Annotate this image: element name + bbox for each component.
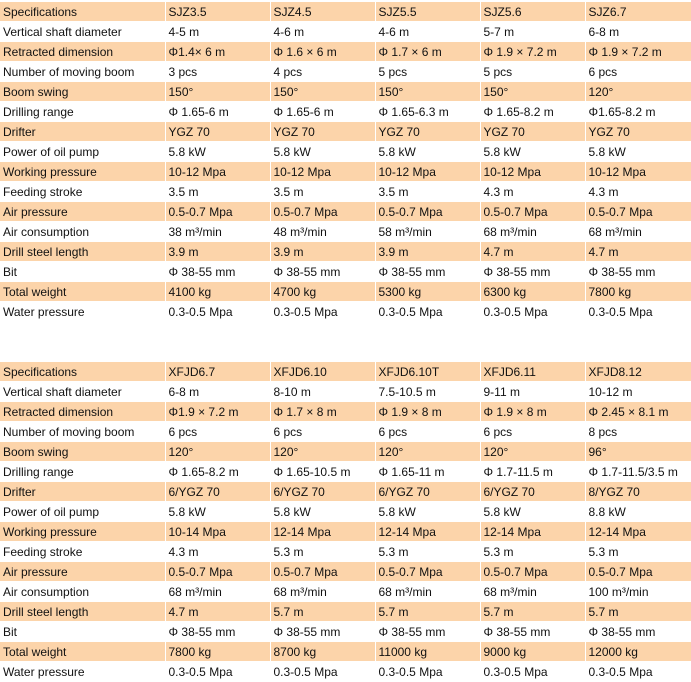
spec-value-cell: Φ 1.65-8.2 m	[480, 102, 585, 122]
table-row	[0, 622, 691, 642]
spec-value-cell: 11000 kg	[375, 642, 480, 662]
spec-value-cell: Φ 38-55 mm	[375, 622, 480, 642]
spec-value-cell: 5-7 m	[480, 22, 585, 42]
spec-value-cell: 6/YGZ 70	[480, 482, 585, 502]
spec-label-cell: Water pressure	[0, 662, 165, 682]
spec-value-cell: 4-5 m	[165, 22, 270, 42]
spec-value-cell: 68 m³/min	[375, 582, 480, 602]
spec-value-cell: YGZ 70	[480, 122, 585, 142]
spec-value-cell: 3.5 m	[270, 182, 375, 202]
spec-value-cell: 5.8 kW	[375, 142, 480, 162]
spec-value-cell: YGZ 70	[270, 122, 375, 142]
spec-value-cell: 4.7 m	[480, 242, 585, 262]
spec-value-cell: Φ 1.7 × 6 m	[375, 42, 480, 62]
spec-value-cell: 5.8 kW	[270, 502, 375, 522]
spec-value-cell: 12-14 Mpa	[270, 522, 375, 542]
table-row	[0, 422, 691, 442]
spec-value-cell: 10-12 Mpa	[375, 162, 480, 182]
spec-value-cell: 4.7 m	[165, 602, 270, 622]
table-row	[0, 582, 691, 602]
spec-value-cell: 120°	[585, 82, 691, 102]
spec-value-cell: 10-12 Mpa	[585, 162, 691, 182]
spec-value-cell: 5.8 kW	[480, 142, 585, 162]
spec-value-cell: 9000 kg	[480, 642, 585, 662]
spec-value-cell: 5.3 m	[270, 542, 375, 562]
table-row	[0, 102, 691, 122]
spec-value-cell: Φ 1.65-11 m	[375, 462, 480, 482]
model-header-cell: SJZ5.6	[480, 2, 585, 22]
spec-value-cell: 48 m³/min	[270, 222, 375, 242]
model-header-cell: XFJD8.12	[585, 362, 691, 382]
table-row	[0, 522, 691, 542]
spec-value-cell: 150°	[165, 82, 270, 102]
table-row	[0, 482, 691, 502]
spec-value-cell: 96°	[585, 442, 691, 462]
table-row	[0, 662, 691, 682]
spec-value-cell: 150°	[375, 82, 480, 102]
spec-value-cell: 3.5 m	[165, 182, 270, 202]
table-row	[0, 562, 691, 582]
spec-value-cell: 5.8 kW	[270, 142, 375, 162]
spec-value-cell: 4-6 m	[375, 22, 480, 42]
spec-value-cell: 6 pcs	[480, 422, 585, 442]
spec-value-cell: Φ 38-55 mm	[165, 622, 270, 642]
spec-value-cell: 38 m³/min	[165, 222, 270, 242]
spec-value-cell: 5.7 m	[375, 602, 480, 622]
spec-label-cell: Water pressure	[0, 302, 165, 322]
table-row	[0, 382, 691, 402]
spec-value-cell: 6-8 m	[165, 382, 270, 402]
spec-value-cell: 68 m³/min	[480, 222, 585, 242]
spec-value-cell: 5 pcs	[480, 62, 585, 82]
spec-value-cell: YGZ 70	[585, 122, 691, 142]
spec-label-cell: Air consumption	[0, 222, 165, 242]
spec-value-cell: 0.5-0.7 Mpa	[375, 202, 480, 222]
spec-value-cell: 68 m³/min	[585, 222, 691, 242]
spec-label-cell: Boom swing	[0, 442, 165, 462]
spec-value-cell: 6/YGZ 70	[165, 482, 270, 502]
header-row	[0, 2, 691, 22]
spec-value-cell: 0.5-0.7 Mpa	[375, 562, 480, 582]
model-header-cell: XFJD6.10	[270, 362, 375, 382]
spec-value-cell: 68 m³/min	[165, 582, 270, 602]
spec-value-cell: 0.5-0.7 Mpa	[480, 562, 585, 582]
model-header-cell: XFJD6.10T	[375, 362, 480, 382]
spec-label-cell: Feeding stroke	[0, 182, 165, 202]
spec-value-cell: Φ 1.65-6 m	[165, 102, 270, 122]
table-row	[0, 202, 691, 222]
spec-value-cell: 5.8 kW	[165, 502, 270, 522]
table-row	[0, 542, 691, 562]
spec-value-cell: YGZ 70	[375, 122, 480, 142]
spec-value-cell: 150°	[480, 82, 585, 102]
spec-value-cell: 0.3-0.5 Mpa	[585, 662, 691, 682]
spec-label-cell: Drilling range	[0, 102, 165, 122]
table-row	[0, 62, 691, 82]
spec-value-cell: 6/YGZ 70	[375, 482, 480, 502]
spec-value-cell: 10-12 m	[585, 382, 691, 402]
spec-value-cell: 4700 kg	[270, 282, 375, 302]
spec-value-cell: 0.5-0.7 Mpa	[165, 562, 270, 582]
spec-label-cell: Air consumption	[0, 582, 165, 602]
spec-table-sjz	[0, 2, 691, 322]
spec-value-cell: Φ 38-55 mm	[165, 262, 270, 282]
spec-label-cell: Drill steel length	[0, 602, 165, 622]
spec-value-cell: 7800 kg	[165, 642, 270, 662]
spec-value-cell: 0.5-0.7 Mpa	[270, 202, 375, 222]
spec-value-cell: 5.8 kW	[585, 142, 691, 162]
spec-value-cell: 3.9 m	[375, 242, 480, 262]
spec-value-cell: 9-11 m	[480, 382, 585, 402]
spec-value-cell: 4.3 m	[585, 182, 691, 202]
spec-label-cell: Drifter	[0, 122, 165, 142]
spec-value-cell: 68 m³/min	[480, 582, 585, 602]
spec-label-cell: Drill steel length	[0, 242, 165, 262]
spec-value-cell: 0.5-0.7 Mpa	[480, 202, 585, 222]
spec-value-cell: 8 pcs	[585, 422, 691, 442]
spec-value-cell: Φ1.9 × 7.2 m	[165, 402, 270, 422]
spec-value-cell: 4 pcs	[270, 62, 375, 82]
spec-label-cell: Feeding stroke	[0, 542, 165, 562]
spec-label-cell: Number of moving boom	[0, 422, 165, 442]
spec-value-cell: 5.8 kW	[375, 502, 480, 522]
spec-value-cell: Φ 1.65-6.3 m	[375, 102, 480, 122]
spec-value-cell: 0.5-0.7 Mpa	[165, 202, 270, 222]
spec-value-cell: 6-8 m	[585, 22, 691, 42]
spec-value-cell: 0.5-0.7 Mpa	[270, 562, 375, 582]
model-header-cell: SJZ3.5	[165, 2, 270, 22]
table-row	[0, 602, 691, 622]
spec-value-cell: 0.3-0.5 Mpa	[165, 302, 270, 322]
spec-value-cell: 68 m³/min	[270, 582, 375, 602]
table-row	[0, 242, 691, 262]
table-row	[0, 122, 691, 142]
spec-value-cell: 10-14 Mpa	[165, 522, 270, 542]
spec-value-cell: 10-12 Mpa	[270, 162, 375, 182]
spec-value-cell: 7800 kg	[585, 282, 691, 302]
spec-value-cell: 5.8 kW	[165, 142, 270, 162]
spec-value-cell: 6/YGZ 70	[270, 482, 375, 502]
spec-value-cell: Φ 38-55 mm	[480, 622, 585, 642]
spec-value-cell: Φ 1.7-11.5 m	[480, 462, 585, 482]
spec-value-cell: Φ 38-55 mm	[480, 262, 585, 282]
spec-value-cell: Φ 2.45 × 8.1 m	[585, 402, 691, 422]
spec-value-cell: Φ 38-55 mm	[270, 262, 375, 282]
spec-value-cell: Φ 1.6 × 6 m	[270, 42, 375, 62]
spec-value-cell: 7.5-10.5 m	[375, 382, 480, 402]
spec-label-cell: Boom swing	[0, 82, 165, 102]
spec-value-cell: 4.3 m	[480, 182, 585, 202]
spec-label-cell: Bit	[0, 622, 165, 642]
spec-value-cell: Φ 1.9 × 7.2 m	[585, 42, 691, 62]
spec-value-cell: 0.5-0.7 Mpa	[585, 202, 691, 222]
spec-value-cell: 120°	[165, 442, 270, 462]
spec-value-cell: 3.9 m	[270, 242, 375, 262]
spec-label-cell: Drilling range	[0, 462, 165, 482]
spec-value-cell: 0.3-0.5 Mpa	[480, 662, 585, 682]
spec-value-cell: 4.7 m	[585, 242, 691, 262]
table-row	[0, 502, 691, 522]
spec-value-cell: 6 pcs	[375, 422, 480, 442]
spec-value-cell: 6 pcs	[270, 422, 375, 442]
spec-value-cell: 3.9 m	[165, 242, 270, 262]
spec-label-cell: Total weight	[0, 642, 165, 662]
spec-value-cell: 4.3 m	[165, 542, 270, 562]
spec-value-cell: 0.3-0.5 Mpa	[585, 302, 691, 322]
spec-value-cell: Φ 38-55 mm	[270, 622, 375, 642]
spec-value-cell: 0.3-0.5 Mpa	[270, 662, 375, 682]
model-header-cell: XFJD6.7	[165, 362, 270, 382]
spec-value-cell: Φ1.4× 6 m	[165, 42, 270, 62]
table-row	[0, 142, 691, 162]
spec-label-cell: Retracted dimension	[0, 42, 165, 62]
header-label-cell: Specifications	[0, 2, 165, 22]
spec-value-cell: Φ 1.7-11.5/3.5 m	[585, 462, 691, 482]
table-row	[0, 302, 691, 322]
header-label-cell: Specifications	[0, 362, 165, 382]
spec-value-cell: 10-12 Mpa	[480, 162, 585, 182]
spec-value-cell: 0.3-0.5 Mpa	[375, 662, 480, 682]
spec-value-cell: 5.3 m	[375, 542, 480, 562]
spec-label-cell: Number of moving boom	[0, 62, 165, 82]
spec-value-cell: 0.3-0.5 Mpa	[480, 302, 585, 322]
table-row	[0, 162, 691, 182]
spec-label-cell: Working pressure	[0, 522, 165, 542]
header-row	[0, 362, 691, 382]
spec-value-cell: Φ1.65-8.2 m	[585, 102, 691, 122]
spec-value-cell: Φ 1.65-6 m	[270, 102, 375, 122]
spec-value-cell: Φ 38-55 mm	[585, 622, 691, 642]
table-row	[0, 42, 691, 62]
spec-label-cell: Working pressure	[0, 162, 165, 182]
spec-value-cell: 0.3-0.5 Mpa	[375, 302, 480, 322]
spec-value-cell: Φ 38-55 mm	[375, 262, 480, 282]
model-header-cell: SJZ5.5	[375, 2, 480, 22]
spec-value-cell: 8700 kg	[270, 642, 375, 662]
spec-value-cell: 6300 kg	[480, 282, 585, 302]
spec-label-cell: Total weight	[0, 282, 165, 302]
table-row	[0, 182, 691, 202]
spec-label-cell: Air pressure	[0, 202, 165, 222]
spec-value-cell: 5.7 m	[480, 602, 585, 622]
table-row	[0, 642, 691, 662]
spec-value-cell: 5 pcs	[375, 62, 480, 82]
spec-value-cell: 12000 kg	[585, 642, 691, 662]
spec-label-cell: Bit	[0, 262, 165, 282]
spec-value-cell: Φ 1.9 × 7.2 m	[480, 42, 585, 62]
spec-value-cell: YGZ 70	[165, 122, 270, 142]
table-row	[0, 82, 691, 102]
spec-value-cell: 6 pcs	[585, 62, 691, 82]
spec-value-cell: 4-6 m	[270, 22, 375, 42]
spec-value-cell: 0.3-0.5 Mpa	[270, 302, 375, 322]
spec-label-cell: Vertical shaft diameter	[0, 382, 165, 402]
spec-value-cell: 5300 kg	[375, 282, 480, 302]
model-header-cell: XFJD6.11	[480, 362, 585, 382]
spec-value-cell: 12-14 Mpa	[480, 522, 585, 542]
spec-value-cell: 4100 kg	[165, 282, 270, 302]
table-row	[0, 282, 691, 302]
model-header-cell: SJZ4.5	[270, 2, 375, 22]
table-row	[0, 462, 691, 482]
spec-value-cell: 8.8 kW	[585, 502, 691, 522]
spec-value-cell: 6 pcs	[165, 422, 270, 442]
spec-value-cell: 58 m³/min	[375, 222, 480, 242]
spec-value-cell: 12-14 Mpa	[375, 522, 480, 542]
spec-label-cell: Air pressure	[0, 562, 165, 582]
spec-table-xfjd	[0, 362, 691, 682]
table-row	[0, 402, 691, 422]
spec-value-cell: 5.3 m	[585, 542, 691, 562]
model-header-cell: SJZ6.7	[585, 2, 691, 22]
spec-value-cell: Φ 1.9 × 8 m	[375, 402, 480, 422]
spec-value-cell: Φ 1.65-8.2 m	[165, 462, 270, 482]
spec-value-cell: Φ 1.7 × 8 m	[270, 402, 375, 422]
spec-label-cell: Power of oil pump	[0, 502, 165, 522]
spec-value-cell: 8/YGZ 70	[585, 482, 691, 502]
spec-value-cell: 0.5-0.7 Mpa	[585, 562, 691, 582]
spec-value-cell: 5.3 m	[480, 542, 585, 562]
spec-label-cell: Vertical shaft diameter	[0, 22, 165, 42]
spec-value-cell: 5.7 m	[585, 602, 691, 622]
spec-value-cell: 100 m³/min	[585, 582, 691, 602]
spec-value-cell: 5.8 kW	[480, 502, 585, 522]
table-row	[0, 442, 691, 462]
spec-label-cell: Retracted dimension	[0, 402, 165, 422]
spec-value-cell: 120°	[270, 442, 375, 462]
table-row	[0, 222, 691, 242]
spec-label-cell: Drifter	[0, 482, 165, 502]
spec-value-cell: 10-12 Mpa	[165, 162, 270, 182]
spec-value-cell: 150°	[270, 82, 375, 102]
spec-value-cell: Φ 38-55 mm	[585, 262, 691, 282]
spec-value-cell: 120°	[375, 442, 480, 462]
spec-value-cell: Φ 1.65-10.5 m	[270, 462, 375, 482]
spec-value-cell: 0.3-0.5 Mpa	[165, 662, 270, 682]
spec-value-cell: 120°	[480, 442, 585, 462]
table-row	[0, 262, 691, 282]
spec-value-cell: 3 pcs	[165, 62, 270, 82]
spec-value-cell: 8-10 m	[270, 382, 375, 402]
table-row	[0, 22, 691, 42]
spec-value-cell: 3.5 m	[375, 182, 480, 202]
spec-value-cell: Φ 1.9 × 8 m	[480, 402, 585, 422]
spec-value-cell: 12-14 Mpa	[585, 522, 691, 542]
spec-value-cell: 5.7 m	[270, 602, 375, 622]
spec-label-cell: Power of oil pump	[0, 142, 165, 162]
